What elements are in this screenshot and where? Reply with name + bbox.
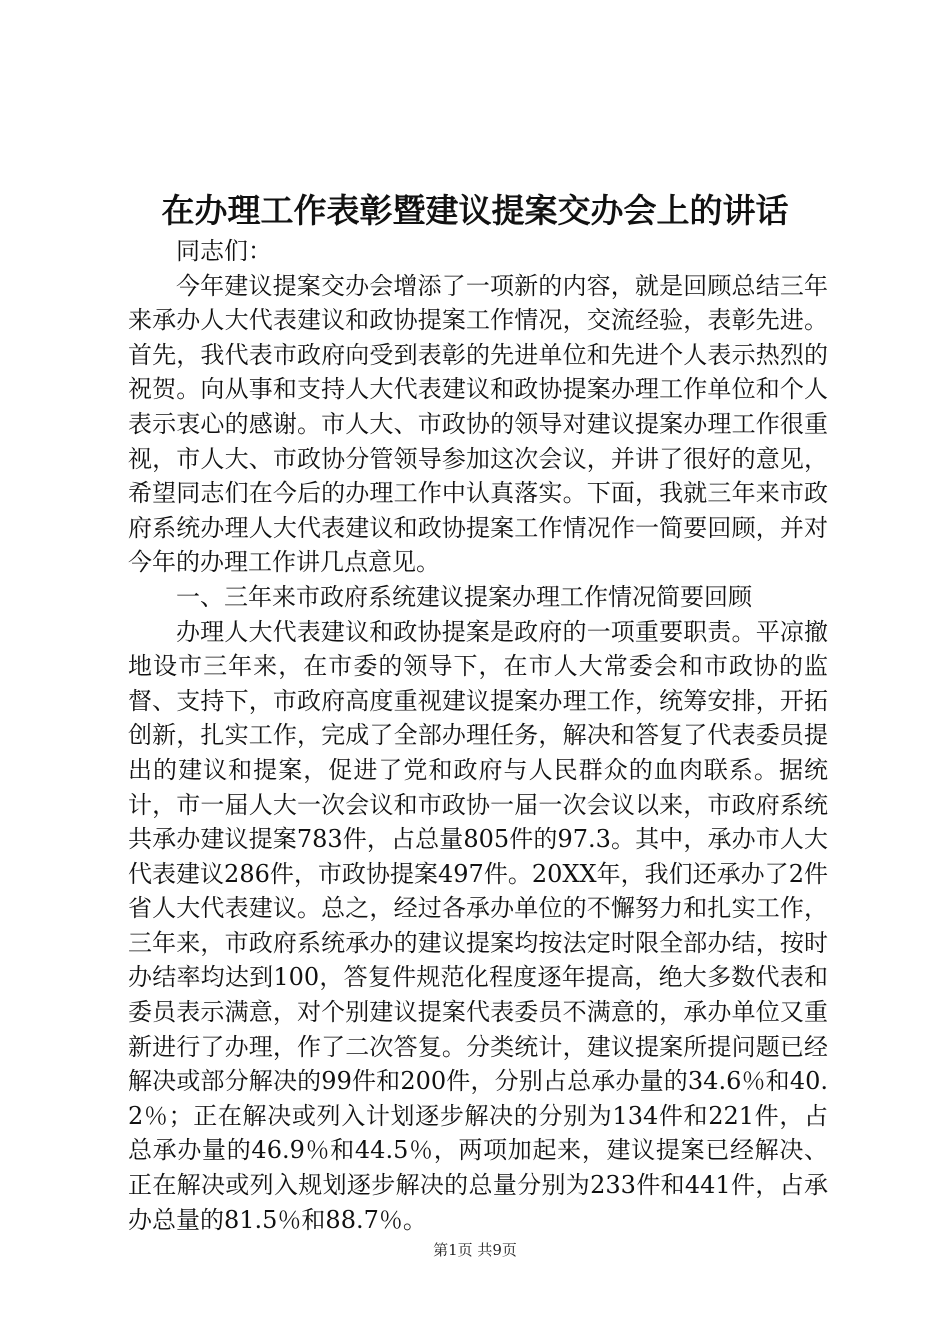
paragraph: 今年建议提案交办会增添了一项新的内容，就是回顾总结三年来承办人大代表建议和政协提案工作情况，交流经验，表彰先进。首先，我代表市政府向受到表彰的先进单位和先进个人表示热烈的祝贺。向从事和支持人大代表建议和政协提案办理工作单位和个人表示衷心的感谢。市人大、市政协的领导对建议提案办理工作很重视，市人大、市政协分管领导参加这次会议，并讲了很好的意见，希望同志们在今后的办理工作中认真落实。下面，我就三年来市政府系统办理人大代表建议和政协提案工作情况作一简要回顾，并对今年的办理工作讲几点意见。 <box>128 271 828 577</box>
section-heading: 一、三年来市政府系统建议提案办理工作情况简要回顾 <box>176 582 752 611</box>
document-body <box>128 234 828 1237</box>
document-title: 在办理工作表彰暨建议提案交办会上的讲话 <box>161 191 789 230</box>
salutation: 同志们： <box>176 237 272 265</box>
paragraph: 办理人大代表建议和政协提案是政府的一项重要职责。平凉撤地设市三年来，在市委的领导下，在市人大常委会和市政协的监督、支持下，市政府高度重视建议提案办理工作，统筹安排，开拓创新，扎实工作，完成了全部办理任务，解决和答复了代表委员提出的建议和提案，促进了党和政府与人民群众的血肉联系。据统计，市一届人大一次会议和市政协一届一次会议以来，市政府系统共承办建议提案783件，占总量805件的97.3。其中，承办市人大代表建议286件，市政协提案497件。20XX年，我们还承办了2件省人大代表建议。总之，经过各承办单位的不懈努力和扎实工作，三年来，市政府系统承办的建议提案均按法定时限全部办结，按时办结率均达到100，答复件规范化程度逐年提高，绝大多数代表和委员表示满意，对个别建议提案代表委员不满意的，承办单位又重新进行了办理，作了二次答复。分类统计，建议提案所提问题已经解决或部分解决的99件和200件，分别占总承办量的34.6％和40.2％；正在解决或列入计划逐步解决的分别为134件和221件，占总承办量的46.9％和44.5％，两项加起来，建议提案已经解决、正在解决或列入规划逐步解决的总量分别为233件和441件，占承办总量的81.5％和88.7％。 <box>128 617 828 1234</box>
page-number: 第1页 共9页 <box>433 1241 517 1259</box>
